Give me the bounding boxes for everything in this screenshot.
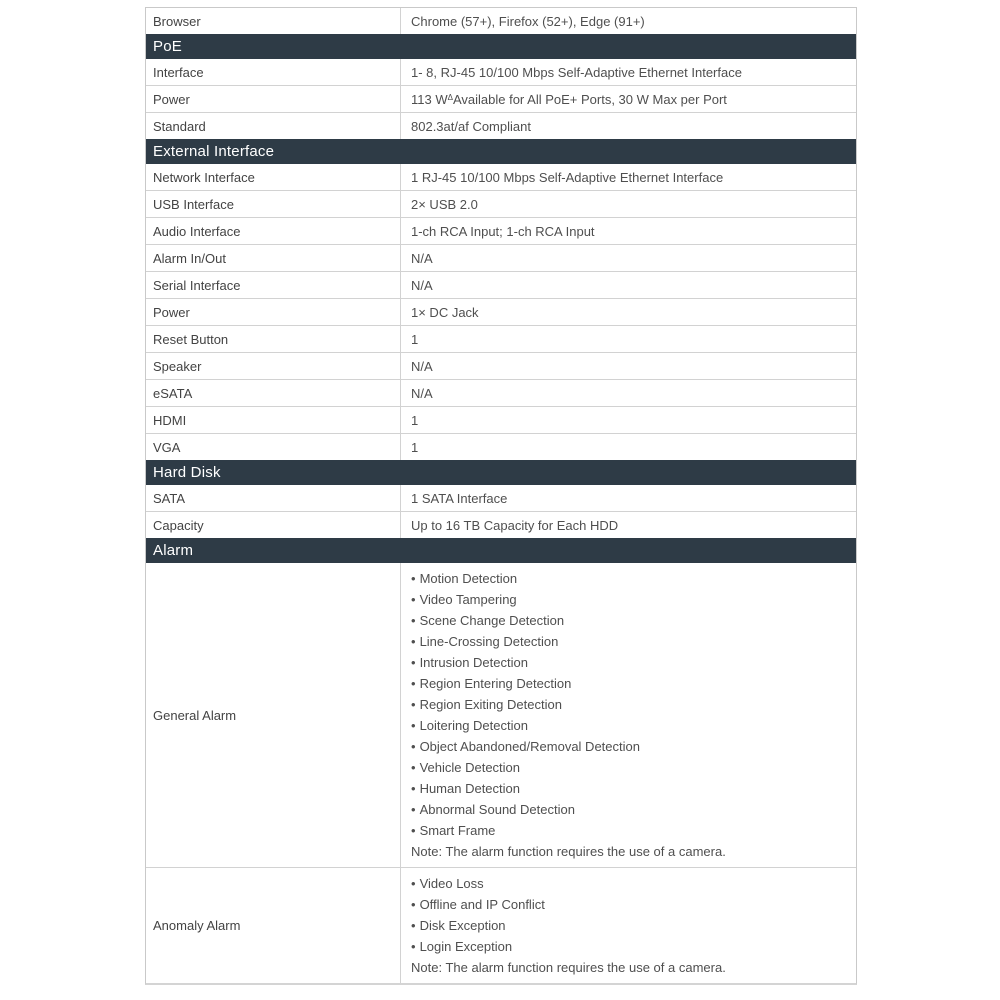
row-label: USB Interface xyxy=(153,196,234,212)
row-value-cell xyxy=(401,245,856,271)
row-label-cell xyxy=(146,86,401,112)
bullet-item xyxy=(411,936,726,957)
row-label: Interface xyxy=(153,64,204,80)
bullet-item xyxy=(411,915,726,936)
spec-row xyxy=(146,113,856,139)
row-value-cell xyxy=(401,868,856,983)
bullet-text: Abnormal Sound Detection xyxy=(419,802,575,817)
bullet-marker-icon: • xyxy=(411,718,416,733)
bullet-item xyxy=(411,820,726,841)
bullet-item xyxy=(411,715,726,736)
spec-row xyxy=(146,380,856,407)
bullet-marker-icon: • xyxy=(411,592,416,607)
section-header: External Interface xyxy=(146,139,856,164)
bullet-text: Loitering Detection xyxy=(419,718,528,733)
row-value-cell xyxy=(401,326,856,352)
row-value-cell xyxy=(401,512,856,538)
row-value: 1 xyxy=(411,412,419,428)
row-label: Network Interface xyxy=(153,169,255,185)
spec-row xyxy=(146,299,856,326)
row-value-cell xyxy=(401,407,856,433)
bullet-text: Line-Crossing Detection xyxy=(419,634,559,649)
spec-row xyxy=(146,8,856,34)
spec-row xyxy=(146,218,856,245)
bullet-marker-icon: • xyxy=(411,676,416,691)
bullet-marker-icon: • xyxy=(411,802,416,817)
bullet-item xyxy=(411,694,726,715)
bullet-text: Login Exception xyxy=(419,939,513,954)
row-value-cell xyxy=(401,563,856,867)
row-label: Speaker xyxy=(153,358,202,374)
bullet-item xyxy=(411,799,726,820)
row-value-cell xyxy=(401,59,856,85)
bullet-item xyxy=(411,873,726,894)
row-label: Power xyxy=(153,304,190,320)
bullet-list xyxy=(411,873,726,978)
bullet-marker-icon: • xyxy=(411,823,416,838)
row-value-cell xyxy=(401,272,856,298)
row-label-cell xyxy=(146,407,401,433)
spec-row xyxy=(146,272,856,299)
row-label: Audio Interface xyxy=(153,223,241,239)
row-label: VGA xyxy=(153,439,181,455)
row-value: 1 RJ-45 10/100 Mbps Self-Adaptive Ethernet Interface xyxy=(411,169,724,185)
row-value: N/A xyxy=(411,385,433,401)
spec-row xyxy=(146,563,856,868)
bullet-item xyxy=(411,736,726,757)
spec-row xyxy=(146,86,856,113)
row-value: N/A xyxy=(411,358,433,374)
row-label: Serial Interface xyxy=(153,277,241,293)
section-header: Alarm xyxy=(146,538,856,563)
row-value: N/A xyxy=(411,250,433,266)
spec-row xyxy=(146,868,856,983)
bullet-marker-icon: • xyxy=(411,781,416,796)
bullet-text: Offline and IP Conflict xyxy=(419,897,545,912)
bullet-text: Smart Frame xyxy=(419,823,496,838)
row-value: 1 SATA Interface xyxy=(411,490,508,506)
section-header: Hard Disk xyxy=(146,460,856,485)
bullet-text: Object Abandoned/Removal Detection xyxy=(419,739,640,754)
row-label: Anomaly Alarm xyxy=(153,918,241,933)
spec-row xyxy=(146,191,856,218)
bullet-text: Vehicle Detection xyxy=(419,760,521,775)
bullet-marker-icon: • xyxy=(411,571,416,586)
row-value: 1 xyxy=(411,439,419,455)
row-value-cell xyxy=(401,299,856,325)
row-value: 1- 8, RJ-45 10/100 Mbps Self-Adaptive Ethernet Interface xyxy=(411,64,742,80)
row-label-cell xyxy=(146,485,401,511)
row-label-cell xyxy=(146,380,401,406)
row-label: SATA xyxy=(153,490,186,506)
bullet-marker-icon: • xyxy=(411,918,416,933)
row-value-cell xyxy=(401,164,856,190)
row-label-cell xyxy=(146,326,401,352)
row-value-base: 113 W xyxy=(411,91,448,107)
row-label: Standard xyxy=(153,118,206,134)
row-value: 1× DC Jack xyxy=(411,304,479,320)
row-value: 1-ch RCA Input; 1-ch RCA Input xyxy=(411,223,595,239)
bullet-text: Video Tampering xyxy=(419,592,517,607)
row-label-cell xyxy=(146,272,401,298)
row-label: Capacity xyxy=(153,517,204,533)
row-label: Browser xyxy=(153,13,201,29)
row-label: eSATA xyxy=(153,385,193,401)
spec-row xyxy=(146,245,856,272)
row-label-cell xyxy=(146,59,401,85)
bullet-text: Region Exiting Detection xyxy=(419,697,562,712)
row-value: 1 xyxy=(411,331,419,347)
row-label-cell xyxy=(146,8,401,34)
bullet-text: Video Loss xyxy=(419,876,484,891)
bullet-marker-icon: • xyxy=(411,634,416,649)
row-label-cell xyxy=(146,113,401,139)
row-value: Chrome (57+), Firefox (52+), Edge (91+) xyxy=(411,13,645,29)
spec-table xyxy=(145,7,857,985)
row-label-cell xyxy=(146,563,401,867)
row-value: Up to 16 TB Capacity for Each HDD xyxy=(411,517,619,533)
bullet-text: Motion Detection xyxy=(419,571,518,586)
row-label: HDMI xyxy=(153,412,187,428)
row-value: N/A xyxy=(411,277,433,293)
bullet-item xyxy=(411,652,726,673)
row-label-cell xyxy=(146,868,401,983)
row-value-rest: Available for All PoE+ Ports, 30 W Max per Port xyxy=(452,91,727,107)
bullet-marker-icon: • xyxy=(411,939,416,954)
row-value-cell xyxy=(401,434,856,460)
section-header: PoE xyxy=(146,34,856,59)
bullet-item xyxy=(411,894,726,915)
row-label-cell xyxy=(146,218,401,244)
bullet-item xyxy=(411,610,726,631)
row-label-cell xyxy=(146,353,401,379)
row-value-cell xyxy=(401,380,856,406)
bullet-item xyxy=(411,757,726,778)
row-label: Alarm In/Out xyxy=(153,250,226,266)
bullet-marker-icon: • xyxy=(411,739,416,754)
row-label-cell xyxy=(146,164,401,190)
row-label-cell xyxy=(146,191,401,217)
spec-row xyxy=(146,326,856,353)
bullet-text: Human Detection xyxy=(419,781,521,796)
row-value-cell xyxy=(401,218,856,244)
row-value: 802.3at/af Compliant xyxy=(411,118,531,134)
row-value: 2× USB 2.0 xyxy=(411,196,478,212)
spec-row xyxy=(146,353,856,380)
bullet-item xyxy=(411,631,726,652)
bullet-list xyxy=(411,568,726,862)
row-label-cell xyxy=(146,512,401,538)
note-text: Note: The alarm function requires the use of a camera. xyxy=(411,844,726,859)
bullet-item xyxy=(411,778,726,799)
note-text: Note: The alarm function requires the use of a camera. xyxy=(411,960,726,975)
bullet-item xyxy=(411,589,726,610)
bullet-marker-icon: • xyxy=(411,655,416,670)
spec-row xyxy=(146,164,856,191)
bullet-marker-icon: • xyxy=(411,697,416,712)
bullet-marker-icon: • xyxy=(411,876,416,891)
row-label: General Alarm xyxy=(153,707,237,723)
bullet-marker-icon: • xyxy=(411,760,416,775)
bullet-text: Disk Exception xyxy=(419,918,506,933)
row-value-cell: 113 W $^\Delta$ Available for All PoE+ Ports, 30 W Max per Port xyxy=(411,91,727,107)
row-label-cell xyxy=(146,245,401,271)
spec-row xyxy=(146,434,856,460)
row-value-cell xyxy=(401,191,856,217)
spec-row xyxy=(146,512,856,538)
bullet-marker-icon: • xyxy=(411,897,416,912)
spec-row xyxy=(146,59,856,86)
bullet-item xyxy=(411,568,726,589)
row-label-cell xyxy=(146,299,401,325)
row-value-cell xyxy=(401,113,856,139)
spec-row xyxy=(146,407,856,434)
spec-row xyxy=(146,485,856,512)
bullet-text: Intrusion Detection xyxy=(419,655,528,670)
row-label-cell xyxy=(146,434,401,460)
row-label: Reset Button xyxy=(153,331,229,347)
row-value-cell xyxy=(401,485,856,511)
row-value-cell xyxy=(401,8,856,34)
row-value-cell xyxy=(401,353,856,379)
bullet-text: Scene Change Detection xyxy=(419,613,565,628)
row-label: Power xyxy=(153,91,190,107)
bullet-text: Region Entering Detection xyxy=(419,676,572,691)
bullet-item xyxy=(411,673,726,694)
bullet-marker-icon: • xyxy=(411,613,416,628)
